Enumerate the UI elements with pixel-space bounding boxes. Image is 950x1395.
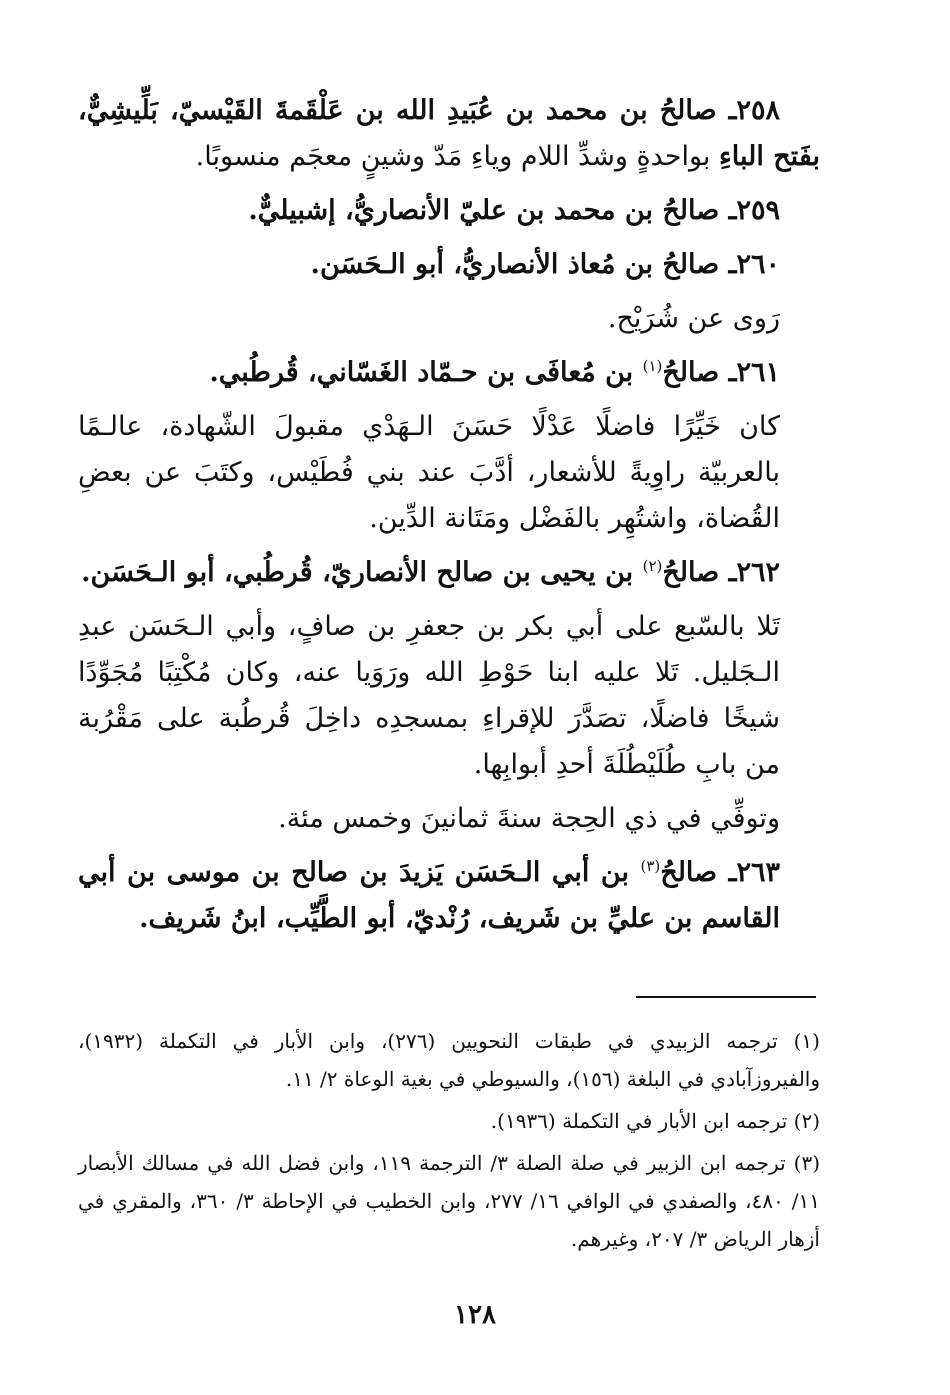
footnote-text: ترجمه ابن الأبار في التكملة (١٩٣٦). bbox=[490, 1109, 794, 1133]
entry-259 bbox=[78, 188, 820, 234]
footnote-marker: (٢) bbox=[793, 1109, 820, 1133]
entry-heading: ٢٥٩ـ صالحُ بن محمد بن عليّ الأنصاريُّ، إشبيليٌّ. bbox=[248, 195, 780, 226]
footnotes bbox=[78, 1022, 820, 1262]
entry-260-body bbox=[78, 296, 820, 342]
footnote-ref-3: (٣) bbox=[640, 857, 661, 875]
entry-heading-start: ٢٦٣ـ صالحُ bbox=[660, 857, 781, 888]
entry-heading-end: بن أبي الـحَسَن يَزيدَ بن صالح بن موسى بن أبي القاسم بن عليِّ بن شَريف، رُنْديّ، أبو الطَّيِّب، ابنُ شَريف. bbox=[78, 857, 780, 934]
entry-heading: ٢٦٠ـ صالحُ بن مُعاذ الأنصاريُّ، أبو الـحَسَن. bbox=[310, 249, 780, 280]
entry-258 bbox=[78, 88, 820, 180]
footnote-text: ترجمه ابن الزبير في صلة الصلة ٣/ الترجمة ١١٩، وابن فضل الله في مسالك الأبصار ١١/ ٤٨٠، والصفدي في الوافي ١٦/ ٢٧٧، وابن الخطيب في الإحاطة ٣/ ٣٦٠، والمقري في أزهار الرياض ٣/ ٢٠٧، وغيرهم. bbox=[78, 1151, 820, 1251]
footnote-ref-1: (١) bbox=[642, 357, 663, 375]
footnote-ref-2: (٢) bbox=[642, 557, 663, 575]
entry-262-body-2 bbox=[78, 796, 820, 842]
footnote-divider bbox=[636, 996, 816, 998]
entry-heading-start: ٢٦١ـ صالحُ bbox=[662, 357, 780, 388]
entry-261-body bbox=[78, 404, 820, 542]
entry-heading-end: بن مُعافَى بن حـمّاد الغَسّاني، قُرطُبي. bbox=[209, 357, 643, 388]
entry-heading-end: بن يحيى بن صالح الأنصاريّ، قُرطُبي، أبو الـحَسَن. bbox=[81, 557, 643, 588]
entry-body: بواحدةٍ وشدِّ اللام وياءِ مَدّ وشينٍ معجَم منسوبًا. bbox=[195, 141, 711, 172]
entry-body: رَوى عن شُرَيْح. bbox=[607, 303, 780, 334]
entry-body: وتوفِّي في ذي الحِجة سنةَ ثمانينَ وخمس مئة. bbox=[278, 803, 780, 834]
page-number: ١٢٨ bbox=[454, 1300, 496, 1330]
entry-262 bbox=[78, 550, 820, 596]
entry-body: كان خَيِّرًا فاضلًا عَدْلًا حَسَنَ الـهَدْي مقبولَ الشّهادة، عالـمًا بالعربيّة راوِيةً للأشعار، أدَّبَ عند بني فُطَيْس، وكتَبَ عن بعضِ القُضاة، واشتُهِر بالفَضْل ومَتَانة الدِّين. bbox=[78, 411, 780, 534]
entry-262-body bbox=[78, 604, 820, 788]
entry-260 bbox=[78, 242, 820, 288]
entry-heading: ٢٥٨ـ صالحُ بن محمد بن عُبَيدِ الله بن عَلْقَمةَ القَيْسيّ، بَلِّيشِيٌّ، بفَتح الباءِ bbox=[78, 95, 820, 172]
footnote-2 bbox=[78, 1102, 820, 1140]
entry-body: تَلا بالسّبع على أبي بكر بن جعفرِ بن صافٍ، وأبي الـحَسَن عبدِ الـجَليل. تَلا عليه ابنا حَوْطِ الله ورَوَيا عنه، وكان مُكْتِبًا مُجَوِّدًا شيخًا فاضلًا، تصَدَّرَ للإقراءِ بمسجدِه داخِلَ قُرطُبة على مَقْرُبة من بابِ طُلَيْطُلَةَ أحدِ أبوابِها. bbox=[78, 611, 780, 780]
footnote-1 bbox=[78, 1022, 820, 1098]
footnote-text: ترجمه الزبيدي في طبقات النحويين (٢٧٦)، وابن الأبار في التكملة (١٩٣٢)، والفيروزآبادي في البلغة (١٥٦)، والسيوطي في بغية الوعاة ٢/ ١١. bbox=[78, 1029, 820, 1091]
footnote-3 bbox=[78, 1144, 820, 1258]
footnote-marker: (١) bbox=[793, 1029, 820, 1053]
entry-263 bbox=[78, 850, 820, 942]
main-text bbox=[78, 88, 820, 950]
entry-heading-start: ٢٦٢ـ صالحُ bbox=[662, 557, 780, 588]
footnote-marker: (٣) bbox=[793, 1151, 820, 1175]
entry-261 bbox=[78, 350, 820, 396]
